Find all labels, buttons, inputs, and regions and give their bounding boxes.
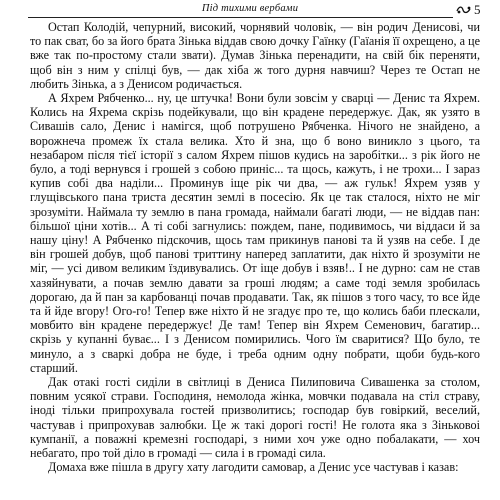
paragraph: А Яхрем Рябченко... ну, це штучка! Вони були зовсім у сварці — Денис та Яхрем. Колись на Яхрема скрізь подейкували, що він крадене передержує. Дак, як узято в Сивашів сало, Денис і намігся, щоб потрушено Рябченка. Нічого не знайдено, а ворожнеча промеж їх стала велика. Хто й зна, що б воно виникло з цього, та незабаром після тієї історії з салом Яхрем пішов кудись на заробітки... з рік його не було, а тоді вернувся і грошей з собою приніс... та щось, кажуть, і не трохи... І зараз купив собі два наділи... Проминув іще рік чи два, — аж гульк! Яхрем узяв у глущівського пана триста десятин землі в посесію. Як це так сталося, ніхто не міг зрозуміти. Наймала ту землю в пана громада, наймали багаті люди, — не віддав пан: більшої ціни хотів... А ті собі загнулись: пождем, пане, подивимось, чи віддаси й за нашу ціну! А Рябченко підскочив, щось там прикинув панові та й узяв на себе. І де він грошей добув, щоб панові триттину наперед заплатити, дак ніхто й зрозуміти не міг, — усі дивом великим їздивувались. От іще добув і взяв!.. І не дурно: сам не став хазяйнувати, а почав землю давати за гроші людям; а саме тоді земля зробилась дорогаю, да й пан за карбованці почав продавати. Так, як пішов з того часу, то все йде та й йде вгору! Ого-го! Тепер вже ніхто й не згадує про те, що колись баби плескали, мовбито він крадене передержує! Де там! Тепер він Яхрем Семенович, багатир... скрізь у купанні буває... І з Денисом помирились. Чого їм сваритися? Що було, те минуло, а з сваркі добра не буде, і треба одним одну побрати, щоби будь-кого старший.	[30, 91, 480, 375]
page-number: 5	[474, 2, 481, 17]
flourish-ornament-icon	[456, 4, 472, 16]
page-header	[0, 2, 500, 22]
paragraph: Дак отакі гості сиділи в світлиці в Дениса Пилиповича Сивашенка за столом, повним усякої страви. Господиня, немолода жінка, мовчки подавала на стіл страву, іноді тільки припрохувала гостей призволитись; господар був говіркий, веселий, частував і припрохував залюбки. Це ж такі дорогі гості! Не голота яка з Зіньковоі кумпанії, а поважні кремезні господарі, з ними хоч уже одно побалакати, — хоч небагато, про той діло в громаді — сила і в громаді сила.	[30, 375, 480, 461]
header-rule	[28, 17, 453, 18]
running-title: Під тихими вербами	[201, 3, 299, 14]
body-text	[30, 20, 480, 475]
paragraph: Остап Колодій, чепурний, високий, чорнявий чоловік, — він родич Денисові, чи то пак сват, бо за його брата Зінька віддав свою дочку Гаїнку (Гаїанія її охрещено, а це вже так по-простому стали звати). Думав Зінька перенадити, на свій бік переняти, щоб він з ним у спілці був, — дак хіба ж того дурня навчиш? Через те Остап не любить Зінька, а з Денисом родичається.	[30, 20, 480, 91]
paragraph: Домаха вже пішла в другу хату лагодити самовар, а Денис усе частував і казав:	[48, 460, 459, 475]
